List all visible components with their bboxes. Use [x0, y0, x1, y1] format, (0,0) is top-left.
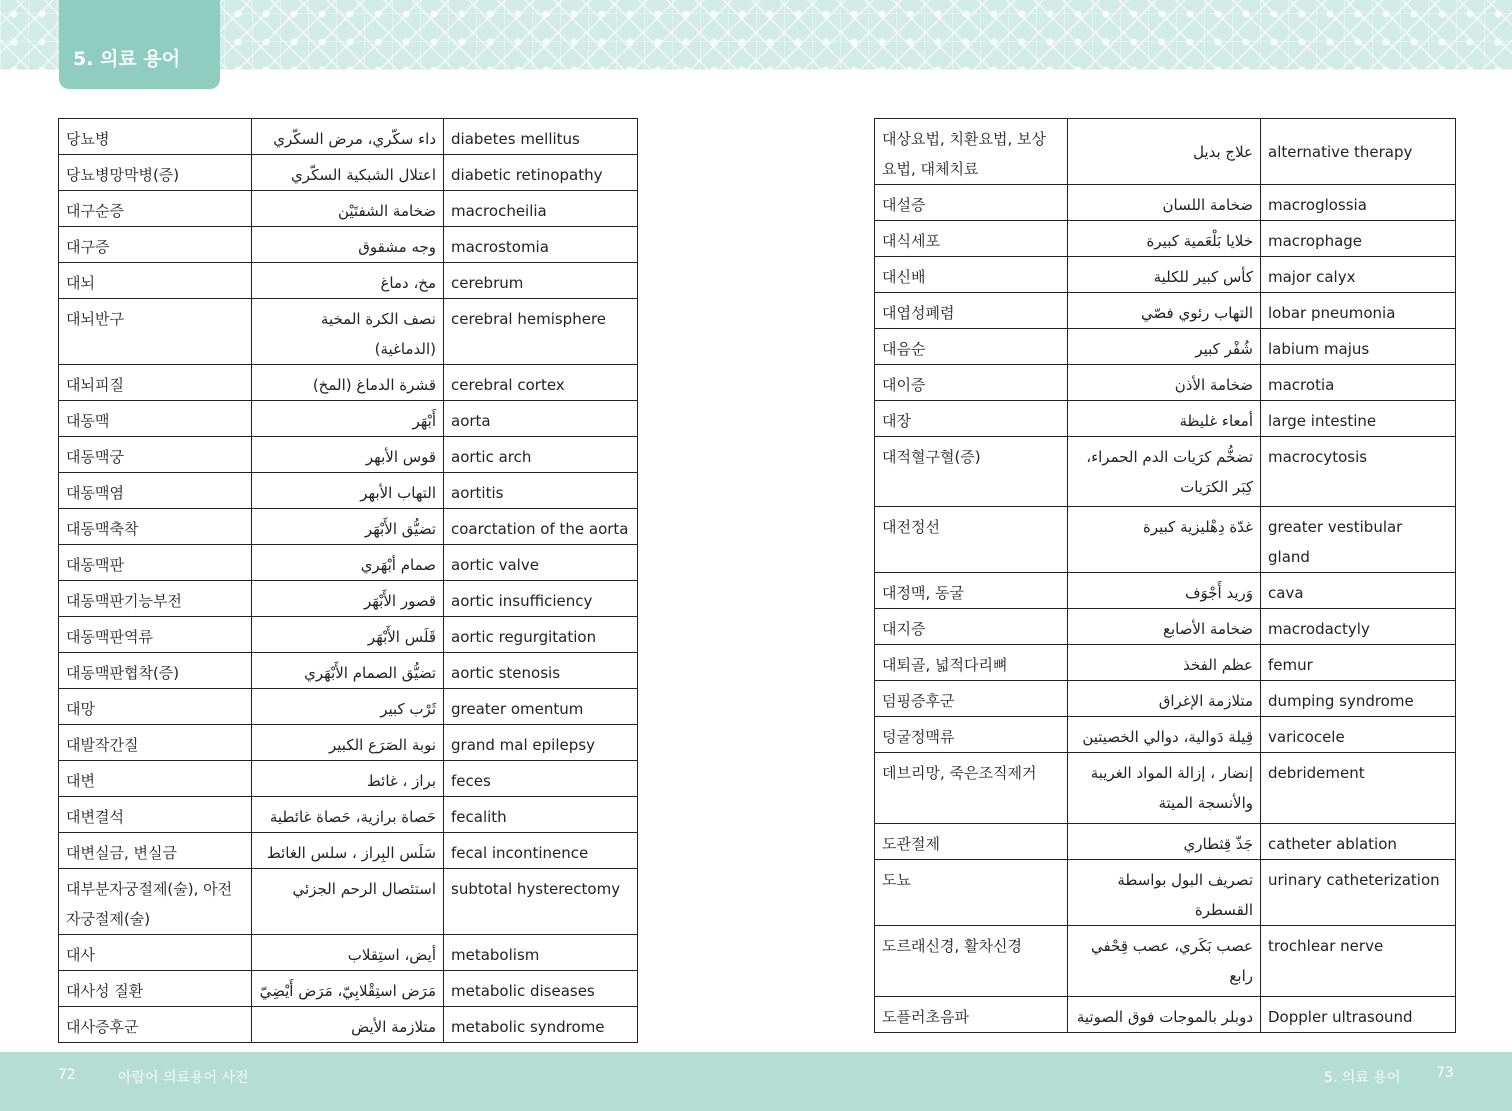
- korean-term: 대동맥판협착(증): [59, 653, 252, 689]
- table-row: [59, 299, 638, 365]
- table-row: [59, 833, 638, 869]
- arabic-term: نوبة الصَرَع الكبير: [252, 725, 444, 761]
- korean-term: 대동맥염: [59, 473, 252, 509]
- table-row: [875, 645, 1456, 681]
- english-term: alternative therapy: [1261, 119, 1456, 185]
- korean-term: 대전정선: [875, 507, 1068, 573]
- english-term: greater vestibular gland: [1261, 507, 1456, 573]
- table-row: [875, 753, 1456, 824]
- arabic-term: استئصال الرحم الجزئي: [252, 869, 444, 935]
- english-term: large intestine: [1261, 401, 1456, 437]
- footer-band: [0, 1052, 1512, 1111]
- english-term: macrocytosis: [1261, 437, 1456, 507]
- arabic-term: تضيُّق الصمام الأَبْهَري: [252, 653, 444, 689]
- english-term: catheter ablation: [1261, 824, 1456, 860]
- arabic-term: جَذّ قِثطاري: [1068, 824, 1261, 860]
- korean-term: 대지증: [875, 609, 1068, 645]
- english-term: diabetic retinopathy: [444, 155, 638, 191]
- arabic-term: قَلَس الأَبْهَر: [252, 617, 444, 653]
- korean-term: 대설증: [875, 185, 1068, 221]
- english-term: macrostomia: [444, 227, 638, 263]
- table-row: [59, 653, 638, 689]
- korean-term: 도뇨: [875, 860, 1068, 926]
- table-row: [875, 573, 1456, 609]
- korean-term: 도르래신경, 활차신경: [875, 926, 1068, 997]
- arabic-term: ضخامة اللسان: [1068, 185, 1261, 221]
- arabic-term: خلايا بَلْعَمية كبيرة: [1068, 221, 1261, 257]
- english-term: major calyx: [1261, 257, 1456, 293]
- arabic-term: وَريد أَجْوَف: [1068, 573, 1261, 609]
- korean-term: 대변결석: [59, 797, 252, 833]
- right-term-table: [874, 118, 1456, 1033]
- korean-term: 대발작간질: [59, 725, 252, 761]
- table-row: [59, 689, 638, 725]
- korean-term: 대뇌반구: [59, 299, 252, 365]
- arabic-term: عظم الفخذ: [1068, 645, 1261, 681]
- english-term: fecalith: [444, 797, 638, 833]
- korean-term: 대이증: [875, 365, 1068, 401]
- korean-term: 대변실금, 변실금: [59, 833, 252, 869]
- arabic-term: مخ، دماغ: [252, 263, 444, 299]
- left-term-table: [58, 118, 638, 1043]
- korean-term: 덩굴정맥류: [875, 717, 1068, 753]
- arabic-term: أمعاء غليظة: [1068, 401, 1261, 437]
- english-term: urinary catheterization: [1261, 860, 1456, 926]
- arabic-term: قشرة الدماغ (المخ): [252, 365, 444, 401]
- english-term: grand mal epilepsy: [444, 725, 638, 761]
- english-term: macrotia: [1261, 365, 1456, 401]
- arabic-term: تصريف البول بواسطة القسطرة: [1068, 860, 1261, 926]
- korean-term: 대엽성폐렴: [875, 293, 1068, 329]
- english-term: Doppler ultrasound: [1261, 997, 1456, 1033]
- table-row: [59, 365, 638, 401]
- english-term: metabolic diseases: [444, 971, 638, 1007]
- english-term: aortic valve: [444, 545, 638, 581]
- table-row: [59, 191, 638, 227]
- table-row: [59, 545, 638, 581]
- korean-term: 대구증: [59, 227, 252, 263]
- table-row: [875, 609, 1456, 645]
- table-row: [875, 401, 1456, 437]
- english-term: aortic insufficiency: [444, 581, 638, 617]
- arabic-term: شُفْر كبير: [1068, 329, 1261, 365]
- korean-term: 대퇴골, 넓적다리뼈: [875, 645, 1068, 681]
- korean-term: 대동맥궁: [59, 437, 252, 473]
- english-term: dumping syndrome: [1261, 681, 1456, 717]
- arabic-term: وجه مشقوق: [252, 227, 444, 263]
- korean-term: 대망: [59, 689, 252, 725]
- arabic-term: براز ، غائط: [252, 761, 444, 797]
- korean-term: 대음순: [875, 329, 1068, 365]
- english-term: cerebrum: [444, 263, 638, 299]
- chapter-title: 5. 의료 용어: [73, 48, 181, 70]
- header-pattern-band: [0, 0, 1512, 70]
- korean-term: 대동맥판역류: [59, 617, 252, 653]
- right-page-number: 73: [1436, 1065, 1454, 1081]
- english-term: aorta: [444, 401, 638, 437]
- table-row: [875, 717, 1456, 753]
- korean-term: 대뇌: [59, 263, 252, 299]
- arabic-term: ضخامة الأذن: [1068, 365, 1261, 401]
- table-row: [59, 971, 638, 1007]
- arabic-term: تضخُّم كرَيات الدم الحمراء، كِبَر الكرَيات: [1068, 437, 1261, 507]
- arabic-term: دوبلر بالموجات فوق الصوتية: [1068, 997, 1261, 1033]
- arabic-term: غدّة دِهْليزية كبيرة: [1068, 507, 1261, 573]
- english-term: subtotal hysterectomy: [444, 869, 638, 935]
- table-row: [875, 185, 1456, 221]
- table-row: [875, 365, 1456, 401]
- table-row: [59, 935, 638, 971]
- korean-term: 대사성 질환: [59, 971, 252, 1007]
- table-row: [875, 824, 1456, 860]
- table-row: [875, 860, 1456, 926]
- korean-term: 대정맥, 동굴: [875, 573, 1068, 609]
- arabic-term: أيض، استِقلاب: [252, 935, 444, 971]
- table-row: [875, 507, 1456, 573]
- chapter-tab: [59, 0, 220, 89]
- arabic-term: اعتلال الشبكية السكّري: [252, 155, 444, 191]
- table-row: [59, 725, 638, 761]
- arabic-term: حَصاة برازية، حَصاة غائطية: [252, 797, 444, 833]
- table-row: [59, 473, 638, 509]
- english-term: varicocele: [1261, 717, 1456, 753]
- table-row: [59, 227, 638, 263]
- table-row: [59, 437, 638, 473]
- table-row: [59, 1007, 638, 1043]
- korean-term: 대동맥판: [59, 545, 252, 581]
- table-row: [875, 221, 1456, 257]
- arabic-term: عصب بَكَري، عصب قِحْفي رابع: [1068, 926, 1261, 997]
- table-row: [59, 797, 638, 833]
- table-row: [59, 263, 638, 299]
- korean-term: 대동맥축착: [59, 509, 252, 545]
- table-row: [59, 617, 638, 653]
- korean-term: 대변: [59, 761, 252, 797]
- english-term: feces: [444, 761, 638, 797]
- arabic-term: متلازمة الإغراق: [1068, 681, 1261, 717]
- korean-term: 대상요법, 치환요법, 보상요법, 대체치료: [875, 119, 1068, 185]
- korean-term: 대구순증: [59, 191, 252, 227]
- arabic-term: تضيُّق الأَبْهَر: [252, 509, 444, 545]
- footer-chapter-title: 5. 의료 용어: [1324, 1070, 1401, 1086]
- arabic-term: قوس الأبهر: [252, 437, 444, 473]
- english-term: macroglossia: [1261, 185, 1456, 221]
- arabic-term: ثَرْب كبير: [252, 689, 444, 725]
- english-term: cava: [1261, 573, 1456, 609]
- korean-term: 대사증후군: [59, 1007, 252, 1043]
- table-row: [875, 926, 1456, 997]
- arabic-term: ضخامة الأصابع: [1068, 609, 1261, 645]
- korean-term: 대부분자궁절제(술), 아전자궁절제(술): [59, 869, 252, 935]
- korean-term: 대뇌피질: [59, 365, 252, 401]
- table-row: [875, 293, 1456, 329]
- english-term: labium majus: [1261, 329, 1456, 365]
- korean-term: 덤핑증후군: [875, 681, 1068, 717]
- arabic-term: إنضار ، إزالة المواد الغريبة والأنسجة الميتة: [1068, 753, 1261, 824]
- korean-term: 대적혈구혈(증): [875, 437, 1068, 507]
- english-term: macrodactyly: [1261, 609, 1456, 645]
- table-row: [875, 257, 1456, 293]
- arabic-term: قصور الأَبْهَر: [252, 581, 444, 617]
- arabic-term: كأس كبير للكلية: [1068, 257, 1261, 293]
- table-row: [875, 437, 1456, 507]
- korean-term: 대사: [59, 935, 252, 971]
- arabic-term: مَرَض استِقْلابِيّ، مَرَض أَيْضِيّ: [252, 971, 444, 1007]
- table-row: [59, 509, 638, 545]
- korean-term: 데브리망, 죽은조직제거: [875, 753, 1068, 824]
- arabic-term: متلازمة الأيض: [252, 1007, 444, 1043]
- korean-term: 도관절제: [875, 824, 1068, 860]
- table-row: [875, 997, 1456, 1033]
- english-term: debridement: [1261, 753, 1456, 824]
- table-row: [59, 869, 638, 935]
- english-term: metabolic syndrome: [444, 1007, 638, 1043]
- arabic-term: علاج بديل: [1068, 119, 1261, 185]
- korean-term: 대신배: [875, 257, 1068, 293]
- table-row: [59, 119, 638, 155]
- book-title: 아랍어 의료용어 사전: [118, 1070, 249, 1086]
- english-term: fecal incontinence: [444, 833, 638, 869]
- table-row: [59, 401, 638, 437]
- table-row: [875, 681, 1456, 717]
- table-row: [875, 329, 1456, 365]
- english-term: metabolism: [444, 935, 638, 971]
- english-term: greater omentum: [444, 689, 638, 725]
- arabic-term: داء سكّري، مرض السكّري: [252, 119, 444, 155]
- arabic-term: أَبْهَر: [252, 401, 444, 437]
- korean-term: 대식세포: [875, 221, 1068, 257]
- arabic-term: سَلَس البِراز ، سلس الغائط: [252, 833, 444, 869]
- english-term: cerebral hemisphere: [444, 299, 638, 365]
- arabic-term: التهاب الأبهر: [252, 473, 444, 509]
- arabic-term: ضخامة الشفتَيْن: [252, 191, 444, 227]
- korean-term: 대장: [875, 401, 1068, 437]
- korean-term: 도플러초음파: [875, 997, 1068, 1033]
- korean-term: 대동맥: [59, 401, 252, 437]
- english-term: aortic stenosis: [444, 653, 638, 689]
- arabic-term: قِيلة دَوالية، دوالي الخصيتين: [1068, 717, 1261, 753]
- english-term: aortic regurgitation: [444, 617, 638, 653]
- english-term: aortitis: [444, 473, 638, 509]
- english-term: lobar pneumonia: [1261, 293, 1456, 329]
- korean-term: 당뇨병망막병(증): [59, 155, 252, 191]
- arabic-term: نصف الكرة المخية (الدماغية): [252, 299, 444, 365]
- table-row: [59, 581, 638, 617]
- left-page-number: 72: [58, 1067, 76, 1083]
- english-term: cerebral cortex: [444, 365, 638, 401]
- table-row: [59, 761, 638, 797]
- table-row: [875, 119, 1456, 185]
- english-term: femur: [1261, 645, 1456, 681]
- korean-term: 대동맥판기능부전: [59, 581, 252, 617]
- arabic-term: التهاب رئوي فصّي: [1068, 293, 1261, 329]
- korean-term: 당뇨병: [59, 119, 252, 155]
- table-row: [59, 155, 638, 191]
- english-term: aortic arch: [444, 437, 638, 473]
- arabic-term: صمام أبْهَري: [252, 545, 444, 581]
- english-term: coarctation of the aorta: [444, 509, 638, 545]
- english-term: macrocheilia: [444, 191, 638, 227]
- english-term: diabetes mellitus: [444, 119, 638, 155]
- english-term: macrophage: [1261, 221, 1456, 257]
- english-term: trochlear nerve: [1261, 926, 1456, 997]
